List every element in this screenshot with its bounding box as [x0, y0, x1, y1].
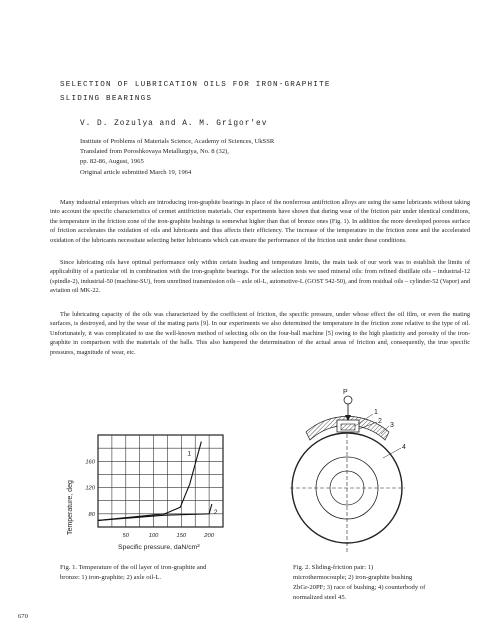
counterbody-disc	[290, 428, 405, 553]
chart-series	[98, 442, 218, 521]
series-line-2	[98, 504, 212, 520]
paragraph-3	[50, 310, 470, 357]
page-number: 670	[18, 613, 28, 620]
chart-x-axis-label: Specific pressure, daN/cm²	[118, 544, 200, 551]
chart-grid	[98, 435, 223, 527]
chart-y-axis-label: Temperature, deg	[67, 480, 74, 535]
x-tick-label: 200	[204, 533, 214, 539]
translation-source: Translated from Poroshkovaya Metallurgiya, No. 8 (32),	[80, 148, 229, 156]
chart-frame	[98, 435, 223, 527]
article-meta	[80, 137, 460, 178]
paragraph-3-text: The lubricating capacity of the oils was characterized by the coefficient of friction, the specific pressure, under whose effect the oil film, or even the mating surfaces, is destroyed, and by the wear of the mating parts [9]. In our experiments we also determined the temperature in the friction zone relative to the type of oil. Unfortunately, it was complicated to use the well-known method of selecting oils on the four-ball machine [5] owing to the high plasticity and porosity of the iron-graphite in comparison with the materials of the balls. This also hampered the determination of the actual areas of friction and, consequently, the true specific pressures, magnitude of wear, etc.	[50, 311, 470, 356]
x-tick-label: 100	[148, 533, 159, 539]
figure-2-diagram	[285, 388, 420, 560]
title-line-2: SLIDING BEARINGS	[60, 95, 153, 103]
figure-1-chart	[60, 425, 230, 555]
series-label-1: 1	[187, 450, 191, 458]
y-tick-label: 160	[85, 459, 95, 466]
x-tick-label: 150	[176, 533, 187, 539]
paragraph-2-text: Since lubricating oils have optimal performance only within certain loading and temperature limits, the main task of our work was to establish the limits of applicability of a particular oil in combination with the iron-graphite bearings. For the selection tests we used mineral oils: from refined distillate oils – industrial-12 (spindle-2), industrial-50 (machine-SU), from unrefined transmission oils – axle oil-L, automotive-L (GOST 542-50), and from residual oils – cylinder-52 (Vapor) and aviation oil MK-22.	[50, 259, 470, 295]
title-line-1: SELECTION OF LUBRICATION OILS FOR IRON-GRAPHITE	[60, 81, 331, 89]
paragraph-1	[50, 198, 470, 245]
label-3: 3	[390, 422, 394, 429]
label-2: 2	[378, 418, 382, 425]
label-p: P	[343, 389, 348, 396]
series-line-1	[98, 442, 201, 521]
x-tick-label: 50	[122, 533, 130, 539]
submission-date: Original article submitted March 19, 1964	[80, 168, 192, 176]
authors: V. D. Zozulya and A. M. Grigor'ev	[80, 120, 268, 128]
label-1: 1	[374, 409, 378, 416]
institute: Institute of Problems of Materials Science, Academy of Sciences, UkSSR	[80, 138, 275, 145]
figure-1-caption: Fig. 1. Temperature of the oil layer of iron-graphite and bronze: 1) iron-graphite; 2) axle oil-L.	[60, 564, 207, 581]
y-tick-label: 80	[88, 511, 95, 518]
paragraph-2	[50, 258, 470, 296]
series-label-2: 2	[213, 509, 218, 516]
paragraph-1-text: Many industrial enterprises which are introducing iron-graphite bearings in place of the nonferrous antifriction alloys are using the same lubricants without taking into account the specific characteristics of cermet antifriction materials. Our experiments have shown that during wear of the friction pair under identical conditions, the temperature in the friction zone of the iron-graphite bushings is somewhat higher than that of bronze ones (Fig. 1). In addition the more developed porous surface of friction accelerates the oxidation of oils and lubricants and thus affects their efficiency. The increase of the temperature in the friction zone and the accelerated oxidation of the lubricants necessitate selecting better lubricants which can ensure the performance of the friction unit under these conditions.	[50, 199, 470, 244]
label-4: 4	[402, 444, 406, 451]
page-range: pp. 82-86, August, 1965	[80, 158, 144, 166]
paper-title	[60, 78, 331, 106]
y-tick-label: 120	[85, 485, 95, 492]
figure-2-caption: Fig. 2. Sliding-friction pair: 1) microthermocouple; 2) iron-graphite bushing ZhGr-20PF; 3) race of bushing; 4) counterbody of normalized steel 45.	[293, 564, 426, 601]
